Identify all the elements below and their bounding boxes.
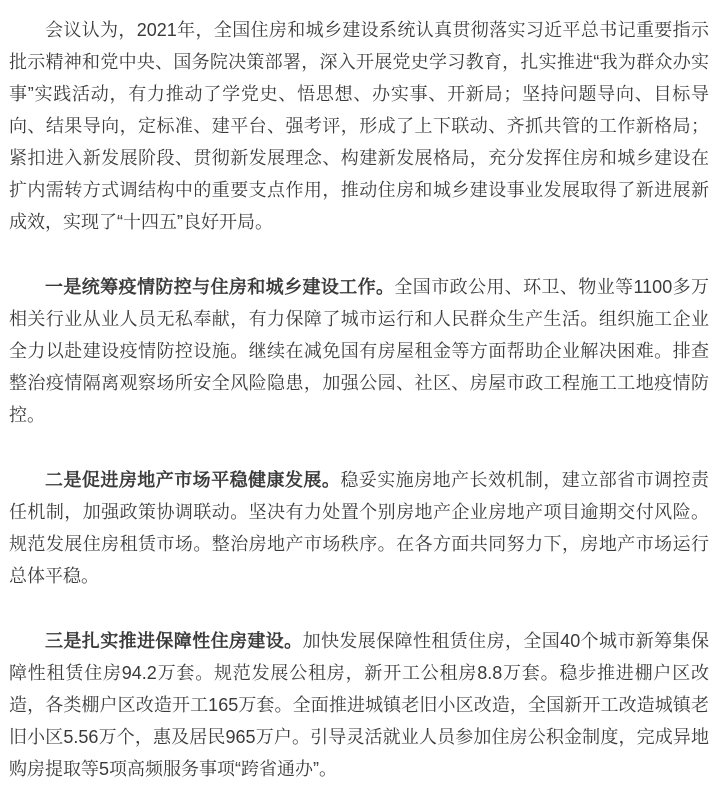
paragraph-overview	[9, 14, 709, 238]
paragraph-point-1	[9, 271, 709, 431]
paragraph-point-3-text: 加快发展保障性租赁住房，全国40个城市新筹集保障性租赁住房94.2万套。规范发展公租房，新开工公租房8.8万套。稳步推进棚户区改造，各类棚户区改造开工165万套。全面推进城镇老旧小区改造，全国新开工改造城镇老旧小区5.56万个，惠及居民965万户。引导灵活就业人员参加住房公积金制度，完成异地购房提取等5项高频服务事项“跨省通办”。	[9, 631, 709, 779]
paragraph-point-3-lead: 三是扎实推进保障性住房建设。	[45, 631, 303, 651]
paragraph-overview-text: 会议认为，2021年，全国住房和城乡建设系统认真贯彻落实习近平总书记重要指示批示精神和党中央、国务院决策部署，深入开展党史学习教育，扎实推进“我为群众办实事”实践活动，有力推动了学党史、悟思想、办实事、开新局；坚持问题导向、目标导向、结果导向，定标准、建平台、强考评，形成了上下联动、齐抓共管的工作新格局；紧扣进入新发展阶段、贯彻新发展理念、构建新发展格局，充分发挥住房和城乡建设在扩内需转方式调结构中的重要支点作用，推动住房和城乡建设事业发展取得了新进展新成效，实现了“十四五”良好开局。	[9, 20, 709, 232]
paragraph-point-2	[9, 464, 709, 592]
paragraph-point-1-text: 全国市政公用、环卫、物业等1100多万相关行业从业人员无私奉献，有力保障了城市运行和人民群众生产生活。组织施工企业全力以赴建设疫情防控设施。继续在减免国有房屋租金等方面帮助企业解决困难。排查整治疫情隔离观察场所安全风险隐患，加强公园、社区、房屋市政工程施工工地疫情防控。	[9, 277, 709, 425]
paragraph-point-2-lead: 二是促进房地产市场平稳健康发展。	[45, 470, 341, 490]
paragraph-point-3	[9, 625, 709, 785]
paragraph-point-2-text: 稳妥实施房地产长效机制，建立部省市调控责任机制，加强政策协调联动。坚决有力处置个别房地产企业房地产项目逾期交付风险。规范发展住房租赁市场。整治房地产市场秩序。在各方面共同努力下，房地产市场运行总体平稳。	[9, 470, 709, 586]
paragraph-point-1-lead: 一是统筹疫情防控与住房和城乡建设工作。	[45, 277, 395, 297]
